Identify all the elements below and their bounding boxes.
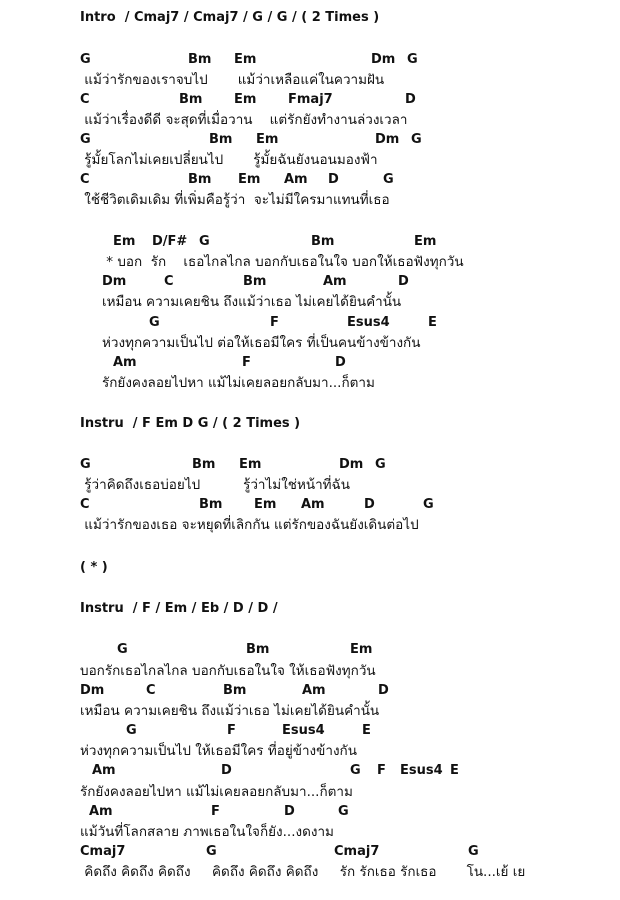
chord: D [335,355,346,370]
chord: Dm [375,132,400,147]
chord-line [0,761,620,781]
chord: Am [302,683,326,698]
chord: Dm [102,274,127,289]
instrumental-heading-2: Instru / F / Em / Eb / D / D / [80,601,278,616]
lyric-text: รักยังคงลอยไปหา แม้ไม่เคยลอยกลับมา...ก็ตาม [80,784,353,800]
chord: G [199,234,210,249]
chord: G [350,763,361,778]
chord: E [428,315,437,330]
chord: Am [284,172,308,187]
chord-line [0,313,620,333]
chord: Am [89,804,113,819]
chord: Bm [223,683,247,698]
chord: F [227,723,236,738]
lyric-text: รู้ว่าคิดถึงเธอบ่อยไป รู้ว่าไม่ใช่หน้าที่ฉัน [80,477,350,493]
intro-heading: Intro / Cmaj7 / Cmaj7 / G / G / ( 2 Times ) [80,10,380,25]
chord: C [164,274,174,289]
lyric-text: เหมือน ความเคยชิน ถึงแม้ว่าเธอ ไม่เคยได้ยินคำนั้น [80,703,380,719]
lyric-text: รักยังคงลอยไปหา แม้ไม่เคยลอยกลับมา...ก็ตาม [102,375,375,391]
lyric-line [0,701,620,721]
chord: G [206,844,217,859]
chord: Em [350,642,373,657]
chord-line [0,170,620,190]
chord: D [328,172,339,187]
lyric-line [0,150,620,170]
chord: G [80,457,91,472]
lyric-line [0,70,620,90]
lyric-line [0,333,620,353]
lyric-line [0,515,620,535]
chord: Bm [192,457,216,472]
chord-line [0,721,620,741]
chord-line [0,640,620,660]
chord: Esus4 [282,723,325,738]
lyric-line [0,292,620,312]
chord: F [270,315,279,330]
lyric-text: แม้ว่าเรื่องดีดี จะสุดที่เมื่อวาน แต่รักยังทำงานล่วงเวลา [80,112,408,128]
chorus-repeat-marker: ( * ) [80,560,108,575]
chord: Fmaj7 [288,92,333,107]
chord: E [450,763,459,778]
lyric-text: แม้ว่ารักของเธอ จะหยุดที่เลิกกัน แต่รักของฉันยังเดินต่อไป [80,517,419,533]
chord: Bm [311,234,335,249]
chord: Bm [179,92,203,107]
chord: D [398,274,409,289]
chord: G [411,132,422,147]
chord: G [117,642,128,657]
chord: Esus4 [347,315,390,330]
chord: Dm [339,457,364,472]
lyric-text: ห่วงทุกความเป็นไป ต่อให้เธอมีใคร ที่เป็นคนข้างข้างกัน [102,335,421,351]
chord: Am [301,497,325,512]
chord: Em [234,52,257,67]
chord: G [80,132,91,147]
lyric-text: ใช้ชีวิตเดิมเดิม ที่เพิ่มคือรู้ว่า จะไม่มีใครมาแทนที่เธอ [80,192,390,208]
chord: Em [256,132,279,147]
chord-line [0,90,620,110]
chord: F [377,763,386,778]
lyric-line [0,373,620,393]
chord: D/F# [152,234,188,249]
chord: G [149,315,160,330]
chord: Cmaj7 [334,844,380,859]
lyric-line [0,252,620,272]
chord-line [0,802,620,822]
chord: G [407,52,418,67]
chord: Em [238,172,261,187]
chord: Cmaj7 [80,844,126,859]
chord: Bm [246,642,270,657]
chord-line [0,495,620,515]
lyric-line [0,661,620,681]
lyric-text: แม้วันที่โลกสลาย ภาพเธอในใจก็ยัง...งดงาม [80,824,334,840]
chord: G [468,844,479,859]
chord-line [0,842,620,862]
chord: Em [239,457,262,472]
lyric-text: * บอก รัก เธอไกลไกล บอกกับเธอในใจ บอกให้เธอฟังทุกวัน [102,254,464,270]
chord: D [284,804,295,819]
chord: D [221,763,232,778]
chord: C [80,92,90,107]
lyric-text: แม้ว่ารักของเราจบไป แม้ว่าเหลือแค่ในความฝัน [80,72,385,88]
chord: G [80,52,91,67]
chord: Bm [209,132,233,147]
chord: Bm [188,52,212,67]
chord-line [0,130,620,150]
chord: Dm [80,683,105,698]
chord: Bm [243,274,267,289]
chord: Em [113,234,136,249]
chord: Bm [199,497,223,512]
chord-line [0,50,620,70]
chord: G [383,172,394,187]
chord: F [211,804,220,819]
chord: C [80,172,90,187]
chord: Am [92,763,116,778]
lyric-text: เหมือน ความเคยชิน ถึงแม้ว่าเธอ ไม่เคยได้ยินคำนั้น [102,294,402,310]
lyric-line [0,862,620,882]
chord: E [362,723,371,738]
chord: Bm [188,172,212,187]
chord: D [405,92,416,107]
lyric-line [0,782,620,802]
chord: Dm [371,52,396,67]
chord-line [0,232,620,252]
chord-line [0,272,620,292]
chord: Am [113,355,137,370]
chord: Em [414,234,437,249]
chord: G [423,497,434,512]
lyric-line [0,110,620,130]
lyric-line [0,475,620,495]
lyric-line [0,190,620,210]
chord: Em [234,92,257,107]
chord: G [375,457,386,472]
chord: C [146,683,156,698]
chord-line [0,353,620,373]
chord: D [378,683,389,698]
lyric-text: บอกรักเธอไกลไกล บอกกับเธอในใจ ให้เธอฟังทุกวัน [80,663,376,679]
lyric-text: คิดถึง คิดถึง คิดถึง คิดถึง คิดถึง คิดถึง รัก รักเธอ รักเธอ โน...เย้ เย [80,864,526,880]
chord-line [0,681,620,701]
chord-line [0,455,620,475]
chord: G [126,723,137,738]
chord: C [80,497,90,512]
chord: Esus4 [400,763,443,778]
instrumental-heading-1: Instru / F Em D G / ( 2 Times ) [80,416,301,431]
chord: F [242,355,251,370]
lyric-line [0,822,620,842]
chord: G [338,804,349,819]
chord: Em [254,497,277,512]
chord: D [364,497,375,512]
chord: Am [323,274,347,289]
lyric-text: ห่วงทุกความเป็นไป ให้เธอมีใคร ที่อยู่ข้างข้างกัน [80,743,357,759]
lyric-text: รู้มั้ยโลกไม่เคยเปลี่ยนไป รู้มั้ยฉันยังนอนมองฟ้า [80,152,378,168]
lyric-line [0,741,620,761]
